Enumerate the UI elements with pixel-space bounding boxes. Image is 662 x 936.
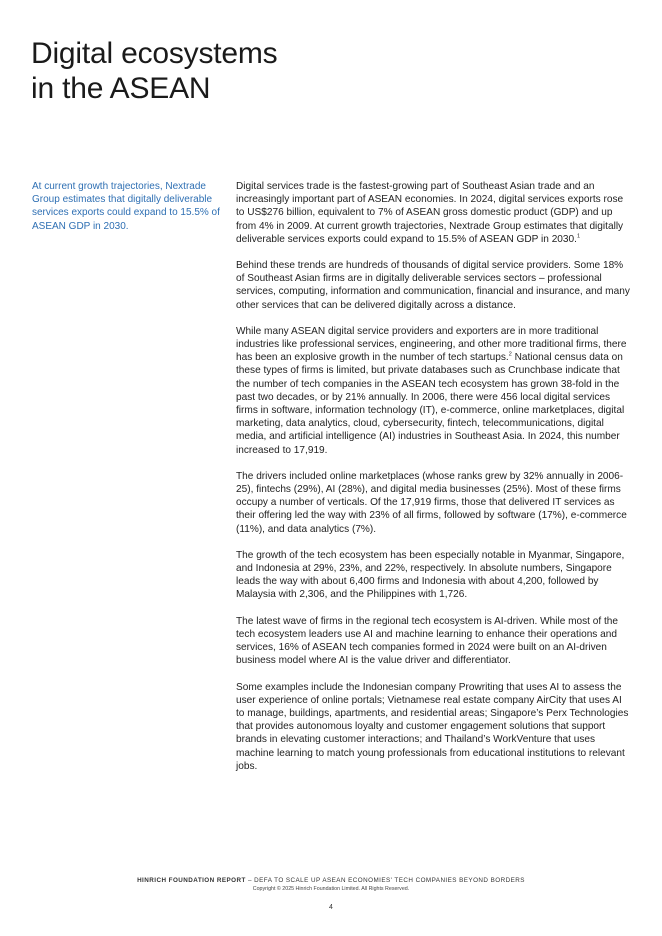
paragraph-1 <box>236 180 631 246</box>
paragraph-3-text-a: While many ASEAN digital service providers and exporters are in more traditional industries like professional services, engineering, and other more traditional firms, there has been an explosive growth in the number of tech startups. <box>236 325 627 364</box>
pull-quote: At current growth trajectories, Nextrade Group estimates that digitally deliverable services exports could expand to 15.5% of ASEAN GDP in 2030. <box>32 181 220 232</box>
footer-report-line <box>0 876 662 885</box>
footer-copyright: Copyright © 2025 Hinrich Foundation Limited. All Rights Reserved. <box>252 886 410 892</box>
footer-report-title: DEFA TO SCALE UP ASEAN ECONOMIES' TECH COMPANIES BEYOND BORDERS <box>254 877 525 884</box>
page-title-line-1: Digital ecosystems <box>31 37 278 70</box>
paragraph-5: The growth of the tech ecosystem has been especially notable in Myanmar, Singapore, and Indonesia at 29%, 23%, and 22%, respectively. In absolute numbers, Singapore leads the way with about 6,400 firms and Indonesia with about 4,200, followed by Malaysia with 2,306, and the Philippines with 1,726. <box>236 549 625 601</box>
page-footer <box>0 876 662 893</box>
page-title-line-2: in the ASEAN <box>31 72 211 105</box>
page-title <box>31 36 277 106</box>
body-text <box>236 180 631 786</box>
paragraph-1-text: Digital services trade is the fastest-growing part of Southeast Asian trade and an increasingly important part of ASEAN economies. In 2024, digital services exports rose to US$276 billion, equivalent to 7% of ASEAN gross domestic product (GDP) and up from 4% in 2009. At current growth trajectories, Nextrade Group estimates that digitally deliverable services exports could expand to 15.5% of ASEAN GDP in 2030. <box>236 181 624 245</box>
footer-separator: – <box>245 877 255 884</box>
footnote-ref-1[interactable]: 1 <box>576 233 581 240</box>
paragraph-3-text-b: National census data on these types of firms is limited, but private databases such as Crunchbase indicate that the number of tech companies in the ASEAN tech ecosystem has grown 38-fold in the past two decades, or by 21% annually. In 2006, there were 456 local digital services firms in software, information technology (IT), e-commerce, online marketplaces, digital marketing, data analytics, cloud, cybersecurity, fintech, telecommunications, digital media, and artificial intelligence (AI) industries in Southeast Asia. In 2024, this number increased to 17,919. <box>236 352 625 456</box>
paragraph-7: Some examples include the Indonesian company Prowriting that uses AI to assess the user experience of online portals; Vietnamese real estate company AirCity that uses AI to manage, buildings, apartments, and residential areas; Singapore’s Perx Technologies that provides autonomous loyalty and customer engagement solutions that support brands in elevating customer interactions; and Thailand’s WorkVenture that uses machine learning to match young professionals from educational institutions to relevant jobs. <box>236 681 629 772</box>
footnote-ref-2[interactable]: 2 <box>508 351 512 358</box>
paragraph-6: The latest wave of firms in the regional tech ecosystem is AI-driven. While most of the tech ecosystem leaders use AI and machine learning to enhance their operations and services, 16% of ASEAN tech companies formed in 2024 were built on an AI-driven business model where AI is the value driver and differentiator. <box>236 615 619 667</box>
paragraph-2: Behind these trends are hundreds of thousands of digital service providers. Some 18% of Southeast Asian firms are in digitally deliverable services sectors – professional services, computing, information and communication, financial and insurance, and many other services that can be delivered digitally across a distance. <box>236 260 630 311</box>
page-number: 4 <box>329 904 333 911</box>
paragraph-3 <box>236 325 631 457</box>
footer-report-name: HINRICH FOUNDATION REPORT <box>137 877 246 884</box>
paragraph-4: The drivers included online marketplaces (whose ranks grew by 32% annually in 2006-25), fintechs (29%), AI (28%), and digital media businesses (25%). Most of these firms occupy a number of verticals. Of the 17,919 firms, those that delivered IT services as their offering led the way with 23% of all firms, followed by software (17%), e-commerce (11%), and data analytics (7%). <box>236 470 627 535</box>
